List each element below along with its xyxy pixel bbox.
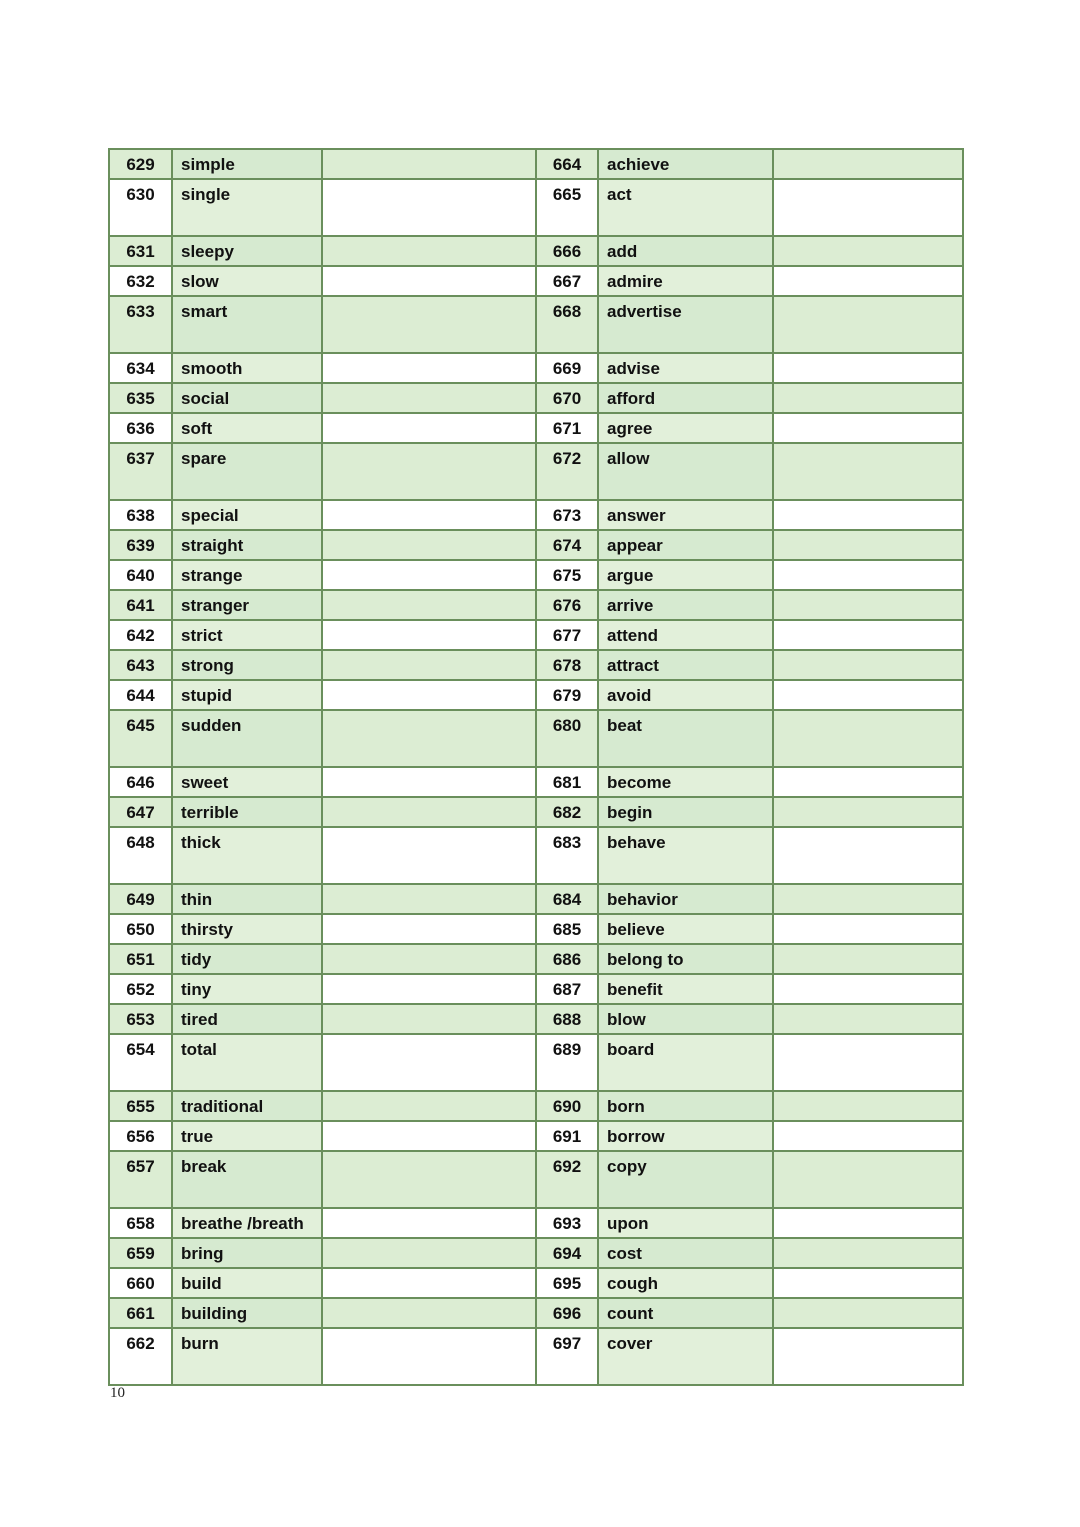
entry-word-right: answer (598, 500, 773, 530)
entry-word-left: simple (172, 149, 322, 179)
blank-answer-cell-right (773, 1091, 963, 1121)
entry-word-right: allow (598, 443, 773, 500)
blank-answer-cell-left (322, 236, 536, 266)
entry-word-right: cough (598, 1268, 773, 1298)
table-row (109, 236, 963, 266)
table-row (109, 650, 963, 680)
table-row (109, 1208, 963, 1238)
blank-answer-cell-left (322, 413, 536, 443)
table-row (109, 1328, 963, 1385)
table-row (109, 620, 963, 650)
blank-answer-cell-right (773, 179, 963, 236)
entry-word-left: terrible (172, 797, 322, 827)
entry-word-left: tidy (172, 944, 322, 974)
entry-word-left: tired (172, 1004, 322, 1034)
entry-number-left: 632 (109, 266, 172, 296)
blank-answer-cell-left (322, 1004, 536, 1034)
blank-answer-cell-right (773, 1151, 963, 1208)
entry-word-right: attract (598, 650, 773, 680)
entry-number-right: 688 (536, 1004, 598, 1034)
table-row (109, 680, 963, 710)
entry-word-right: count (598, 1298, 773, 1328)
entry-word-right: afford (598, 383, 773, 413)
blank-answer-cell-left (322, 1208, 536, 1238)
entry-number-left: 630 (109, 179, 172, 236)
entry-number-left: 661 (109, 1298, 172, 1328)
table-row (109, 827, 963, 884)
blank-answer-cell-left (322, 353, 536, 383)
blank-answer-cell-right (773, 767, 963, 797)
blank-answer-cell-right (773, 353, 963, 383)
table-row (109, 500, 963, 530)
entry-word-right: add (598, 236, 773, 266)
entry-word-left: spare (172, 443, 322, 500)
blank-answer-cell-right (773, 560, 963, 590)
entry-word-left: social (172, 383, 322, 413)
blank-answer-cell-left (322, 650, 536, 680)
entry-word-right: admire (598, 266, 773, 296)
blank-answer-cell-left (322, 1328, 536, 1385)
blank-answer-cell-right (773, 1034, 963, 1091)
entry-number-right: 695 (536, 1268, 598, 1298)
entry-number-right: 697 (536, 1328, 598, 1385)
table-row (109, 944, 963, 974)
blank-answer-cell-right (773, 797, 963, 827)
table-row (109, 1268, 963, 1298)
entry-word-left: burn (172, 1328, 322, 1385)
entry-word-right: cover (598, 1328, 773, 1385)
entry-number-right: 678 (536, 650, 598, 680)
blank-answer-cell-right (773, 590, 963, 620)
blank-answer-cell-right (773, 1121, 963, 1151)
entry-number-right: 664 (536, 149, 598, 179)
blank-answer-cell-left (322, 149, 536, 179)
entry-word-right: act (598, 179, 773, 236)
blank-answer-cell-right (773, 1328, 963, 1385)
entry-number-right: 687 (536, 974, 598, 1004)
entry-number-left: 657 (109, 1151, 172, 1208)
entry-word-left: smooth (172, 353, 322, 383)
blank-answer-cell-right (773, 914, 963, 944)
entry-number-left: 635 (109, 383, 172, 413)
entry-number-right: 680 (536, 710, 598, 767)
blank-answer-cell-left (322, 827, 536, 884)
table-row (109, 590, 963, 620)
blank-answer-cell-right (773, 1268, 963, 1298)
blank-answer-cell-right (773, 443, 963, 500)
blank-answer-cell-left (322, 296, 536, 353)
entry-number-right: 673 (536, 500, 598, 530)
blank-answer-cell-left (322, 797, 536, 827)
entry-number-left: 638 (109, 500, 172, 530)
entry-word-left: build (172, 1268, 322, 1298)
vocabulary-table (108, 148, 964, 1386)
entry-word-right: belong to (598, 944, 773, 974)
entry-number-left: 656 (109, 1121, 172, 1151)
entry-word-right: appear (598, 530, 773, 560)
entry-word-right: copy (598, 1151, 773, 1208)
entry-word-right: become (598, 767, 773, 797)
table-row (109, 710, 963, 767)
entry-number-left: 644 (109, 680, 172, 710)
entry-number-right: 694 (536, 1238, 598, 1268)
blank-answer-cell-right (773, 413, 963, 443)
entry-word-left: sudden (172, 710, 322, 767)
entry-word-left: traditional (172, 1091, 322, 1121)
entry-word-right: born (598, 1091, 773, 1121)
entry-number-right: 696 (536, 1298, 598, 1328)
entry-word-left: sleepy (172, 236, 322, 266)
entry-word-left: total (172, 1034, 322, 1091)
page-number: 10 (110, 1385, 125, 1401)
blank-answer-cell-left (322, 1268, 536, 1298)
entry-number-right: 667 (536, 266, 598, 296)
entry-word-left: building (172, 1298, 322, 1328)
entry-number-left: 645 (109, 710, 172, 767)
blank-answer-cell-right (773, 710, 963, 767)
entry-word-left: sweet (172, 767, 322, 797)
blank-answer-cell-left (322, 560, 536, 590)
entry-number-left: 649 (109, 884, 172, 914)
blank-answer-cell-left (322, 974, 536, 1004)
entry-number-right: 670 (536, 383, 598, 413)
table-row (109, 767, 963, 797)
entry-number-left: 640 (109, 560, 172, 590)
table-row (109, 1151, 963, 1208)
table-row (109, 560, 963, 590)
entry-word-left: thick (172, 827, 322, 884)
entry-number-right: 674 (536, 530, 598, 560)
entry-word-right: cost (598, 1238, 773, 1268)
blank-answer-cell-right (773, 149, 963, 179)
blank-answer-cell-right (773, 680, 963, 710)
entry-word-left: single (172, 179, 322, 236)
blank-answer-cell-right (773, 266, 963, 296)
table-row (109, 914, 963, 944)
entry-word-right: upon (598, 1208, 773, 1238)
entry-word-right: borrow (598, 1121, 773, 1151)
entry-word-right: beat (598, 710, 773, 767)
blank-answer-cell-right (773, 500, 963, 530)
blank-answer-cell-right (773, 944, 963, 974)
entry-word-left: bring (172, 1238, 322, 1268)
blank-answer-cell-left (322, 266, 536, 296)
entry-word-right: behave (598, 827, 773, 884)
entry-word-left: stranger (172, 590, 322, 620)
entry-word-right: benefit (598, 974, 773, 1004)
blank-answer-cell-left (322, 1298, 536, 1328)
entry-number-left: 650 (109, 914, 172, 944)
table-row (109, 353, 963, 383)
table-row (109, 974, 963, 1004)
entry-number-left: 653 (109, 1004, 172, 1034)
blank-answer-cell-right (773, 383, 963, 413)
entry-word-right: agree (598, 413, 773, 443)
entry-number-right: 683 (536, 827, 598, 884)
entry-word-left: stupid (172, 680, 322, 710)
blank-answer-cell-left (322, 710, 536, 767)
entry-word-left: soft (172, 413, 322, 443)
blank-answer-cell-left (322, 884, 536, 914)
entry-number-left: 642 (109, 620, 172, 650)
entry-word-left: true (172, 1121, 322, 1151)
entry-number-right: 669 (536, 353, 598, 383)
entry-word-right: avoid (598, 680, 773, 710)
entry-number-left: 636 (109, 413, 172, 443)
entry-word-right: behavior (598, 884, 773, 914)
table-row (109, 797, 963, 827)
blank-answer-cell-left (322, 914, 536, 944)
blank-answer-cell-right (773, 296, 963, 353)
entry-number-left: 639 (109, 530, 172, 560)
entry-number-left: 651 (109, 944, 172, 974)
blank-answer-cell-left (322, 1151, 536, 1208)
entry-number-right: 665 (536, 179, 598, 236)
entry-word-right: advertise (598, 296, 773, 353)
entry-number-right: 689 (536, 1034, 598, 1091)
entry-word-left: thirsty (172, 914, 322, 944)
entry-number-right: 691 (536, 1121, 598, 1151)
entry-number-left: 654 (109, 1034, 172, 1091)
entry-word-right: argue (598, 560, 773, 590)
blank-answer-cell-right (773, 620, 963, 650)
blank-answer-cell-left (322, 500, 536, 530)
entry-number-right: 690 (536, 1091, 598, 1121)
vocabulary-table-body (109, 149, 963, 1385)
entry-number-right: 693 (536, 1208, 598, 1238)
entry-word-left: strong (172, 650, 322, 680)
blank-answer-cell-left (322, 590, 536, 620)
entry-number-left: 652 (109, 974, 172, 1004)
table-row (109, 1091, 963, 1121)
entry-number-left: 633 (109, 296, 172, 353)
entry-number-right: 685 (536, 914, 598, 944)
blank-answer-cell-right (773, 884, 963, 914)
blank-answer-cell-left (322, 767, 536, 797)
blank-answer-cell-right (773, 236, 963, 266)
entry-number-left: 631 (109, 236, 172, 266)
blank-answer-cell-right (773, 530, 963, 560)
entry-number-right: 666 (536, 236, 598, 266)
entry-number-right: 681 (536, 767, 598, 797)
entry-word-right: attend (598, 620, 773, 650)
entry-number-left: 634 (109, 353, 172, 383)
entry-number-right: 672 (536, 443, 598, 500)
blank-answer-cell-left (322, 1121, 536, 1151)
table-row (109, 530, 963, 560)
entry-word-right: blow (598, 1004, 773, 1034)
entry-number-left: 662 (109, 1328, 172, 1385)
entry-number-left: 637 (109, 443, 172, 500)
entry-number-right: 684 (536, 884, 598, 914)
entry-number-right: 668 (536, 296, 598, 353)
blank-answer-cell-left (322, 944, 536, 974)
entry-number-left: 648 (109, 827, 172, 884)
blank-answer-cell-left (322, 443, 536, 500)
entry-word-right: arrive (598, 590, 773, 620)
table-row (109, 1298, 963, 1328)
table-row (109, 296, 963, 353)
blank-answer-cell-right (773, 974, 963, 1004)
table-row (109, 149, 963, 179)
blank-answer-cell-left (322, 680, 536, 710)
table-row (109, 1034, 963, 1091)
entry-number-left: 660 (109, 1268, 172, 1298)
entry-number-right: 686 (536, 944, 598, 974)
entry-number-right: 692 (536, 1151, 598, 1208)
table-row (109, 383, 963, 413)
table-row (109, 1238, 963, 1268)
blank-answer-cell-left (322, 530, 536, 560)
entry-number-left: 655 (109, 1091, 172, 1121)
entry-number-left: 629 (109, 149, 172, 179)
table-row (109, 443, 963, 500)
blank-answer-cell-left (322, 1238, 536, 1268)
table-row (109, 266, 963, 296)
entry-number-right: 671 (536, 413, 598, 443)
blank-answer-cell-right (773, 1238, 963, 1268)
entry-word-left: breathe /breath (172, 1208, 322, 1238)
entry-number-left: 658 (109, 1208, 172, 1238)
entry-word-left: special (172, 500, 322, 530)
blank-answer-cell-left (322, 179, 536, 236)
entry-word-left: slow (172, 266, 322, 296)
entry-word-left: smart (172, 296, 322, 353)
blank-answer-cell-left (322, 1091, 536, 1121)
entry-word-left: thin (172, 884, 322, 914)
entry-word-right: board (598, 1034, 773, 1091)
entry-word-left: strict (172, 620, 322, 650)
blank-answer-cell-right (773, 650, 963, 680)
blank-answer-cell-left (322, 1034, 536, 1091)
blank-answer-cell-right (773, 1004, 963, 1034)
entry-word-right: achieve (598, 149, 773, 179)
table-row (109, 1004, 963, 1034)
blank-answer-cell-left (322, 383, 536, 413)
entry-word-left: tiny (172, 974, 322, 1004)
entry-number-right: 675 (536, 560, 598, 590)
entry-word-left: strange (172, 560, 322, 590)
entry-word-right: believe (598, 914, 773, 944)
entry-number-right: 676 (536, 590, 598, 620)
entry-number-left: 659 (109, 1238, 172, 1268)
entry-word-left: break (172, 1151, 322, 1208)
blank-answer-cell-right (773, 827, 963, 884)
entry-number-left: 643 (109, 650, 172, 680)
entry-number-left: 647 (109, 797, 172, 827)
entry-number-right: 679 (536, 680, 598, 710)
entry-number-right: 677 (536, 620, 598, 650)
entry-word-right: advise (598, 353, 773, 383)
blank-answer-cell-left (322, 620, 536, 650)
entry-word-left: straight (172, 530, 322, 560)
blank-answer-cell-right (773, 1298, 963, 1328)
table-row (109, 179, 963, 236)
table-row (109, 1121, 963, 1151)
table-row (109, 413, 963, 443)
entry-number-left: 646 (109, 767, 172, 797)
entry-number-right: 682 (536, 797, 598, 827)
blank-answer-cell-right (773, 1208, 963, 1238)
table-row (109, 884, 963, 914)
entry-number-left: 641 (109, 590, 172, 620)
entry-word-right: begin (598, 797, 773, 827)
